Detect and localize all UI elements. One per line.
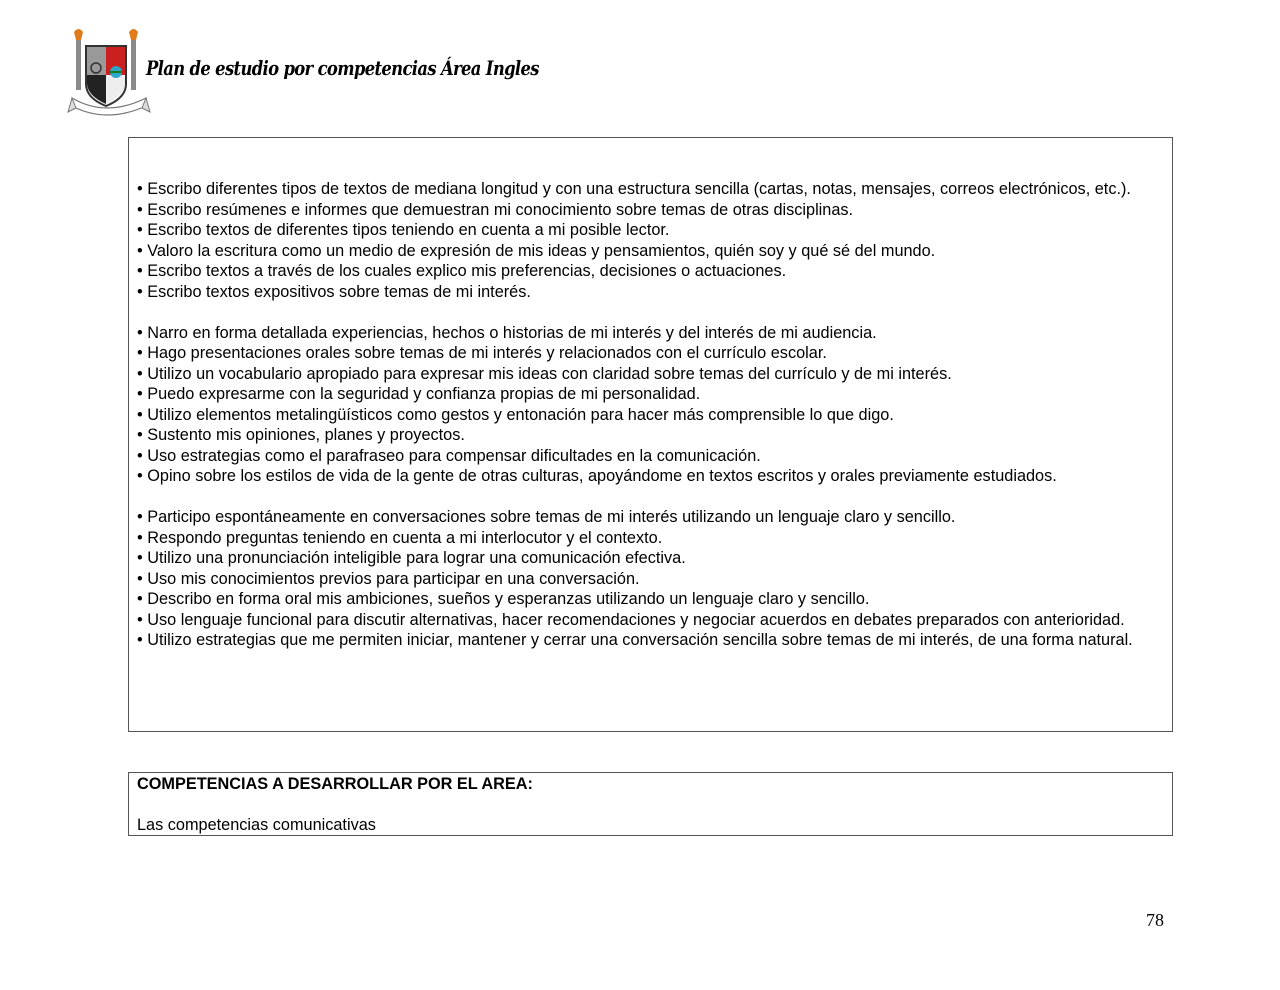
list-item: • Utilizo estrategias que me permiten iniciar, mantener y cerrar una conversación sencilla sobre temas de mi interés, de una forma natural. (137, 631, 1133, 649)
left-torch-icon (76, 40, 81, 90)
list-item: • Participo espontáneamente en conversaciones sobre temas de mi interés utilizando un lenguaje claro y sencillo. (137, 508, 956, 526)
competencies-text: Las competencias comunicativas (137, 816, 376, 834)
list-item: • Describo en forma oral mis ambiciones, sueños y esperanzas utilizando un lenguaje claro y sencillo. (137, 590, 870, 608)
list-item: • Utilizo un vocabulario apropiado para expresar mis ideas con claridad sobre temas del currículo y de mi interés. (137, 364, 952, 383)
list-item: • Uso lenguaje funcional para discutir alternativas, hacer recomendaciones y negociar acuerdos en debates preparados con anterioridad. (137, 610, 1125, 629)
page-number: 78 (1146, 910, 1164, 930)
right-flame-icon (129, 29, 138, 40)
conversation-standards-paragraph (137, 507, 1164, 651)
list-item: • Utilizo una pronunciación inteligible para lograr una comunicación efectiva. (137, 549, 686, 567)
list-item: • Escribo textos a través de los cuales explico mis preferencias, decisiones o actuaciones. (137, 262, 787, 280)
writing-standards-paragraph (137, 179, 1164, 302)
list-item: • Uso estrategias como el parafraseo para compensar dificultades en la comunicación. (137, 446, 761, 465)
list-item: • Escribo resúmenes e informes que demuestran mi conocimiento sobre temas de otras disciplinas. (137, 200, 854, 219)
monologue-standards-paragraph (137, 323, 1164, 487)
list-item: • Utilizo elementos metalingüísticos como gestos y entonación para hacer más comprensible lo que digo. (137, 405, 894, 424)
list-item: • Narro en forma detallada experiencias, hechos o historias de mi interés y del interés de mi audiencia. (137, 323, 877, 342)
list-item: • Puedo expresarme con la seguridad y confianza propias de mi personalidad. (137, 385, 701, 403)
list-item: • Escribo textos de diferentes tipos teniendo en cuenta a mi posible lector. (137, 221, 670, 239)
list-item: • Respondo preguntas teniendo en cuenta a mi interlocutor y el contexto. (137, 528, 663, 547)
list-item: • Opino sobre los estilos de vida de la gente de otras culturas, apoyándome en textos escritos y orales previamente estudiados. (137, 467, 1057, 485)
competencies-heading: COMPETENCIAS A DESARROLLAR POR EL AREA: (137, 775, 533, 793)
standards-box (128, 137, 1173, 732)
list-item: • Escribo diferentes tipos de textos de mediana longitud y con una estructura sencilla (cartas, notas, mensajes, correos electrónicos, etc.). (137, 180, 1131, 198)
left-flame-icon (74, 29, 83, 40)
school-crest-logo (66, 28, 152, 120)
list-item: • Escribo textos expositivos sobre temas de mi interés. (137, 282, 531, 301)
list-item: • Sustento mis opiniones, planes y proyectos. (137, 426, 465, 444)
page-title: Plan de estudio por competencias Área Ingles (146, 56, 539, 80)
list-item: • Uso mis conocimientos previos para participar en una conversación. (137, 569, 640, 588)
list-item: • Hago presentaciones orales sobre temas de mi interés y relacionados con el currículo escolar. (137, 344, 827, 362)
right-torch-icon (131, 40, 136, 90)
competencies-box (128, 772, 1173, 836)
page-header (66, 28, 566, 120)
list-item: • Valoro la escritura como un medio de expresión de mis ideas y pensamientos, quién soy y qué sé del mundo. (137, 241, 936, 260)
